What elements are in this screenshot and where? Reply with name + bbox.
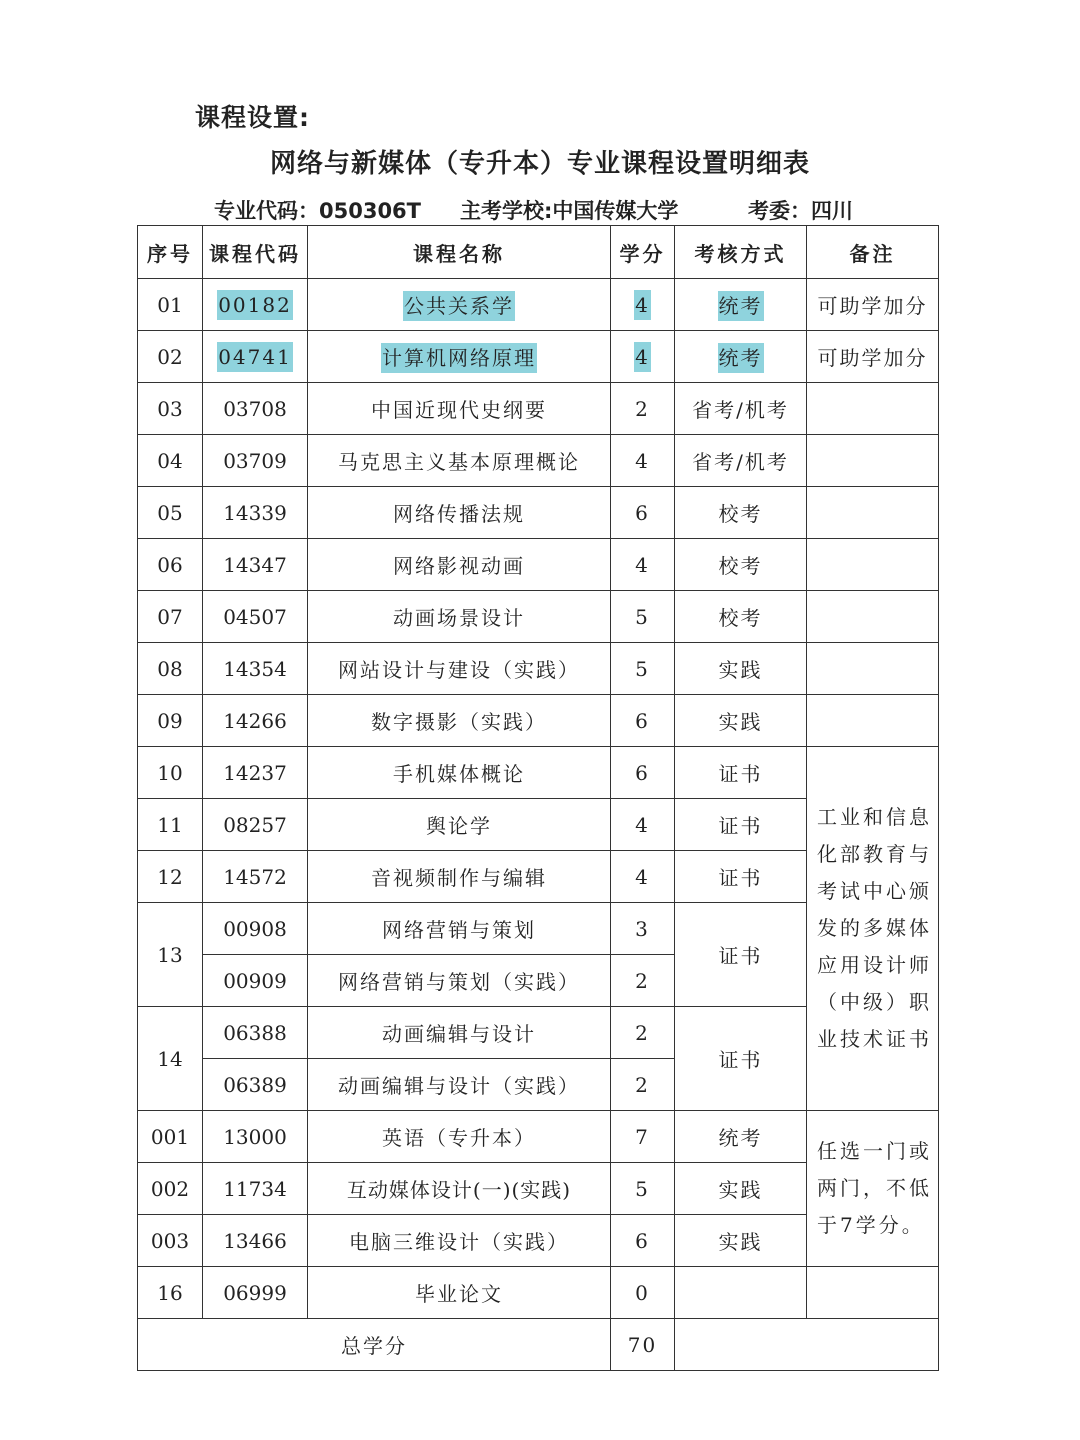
course-code: 14237: [203, 747, 308, 799]
exam-method: 省考/机考: [675, 383, 807, 435]
course-name: 中国近现代史纲要: [308, 383, 611, 435]
row-no: 06: [138, 539, 203, 591]
table-row: [138, 1267, 939, 1319]
course-code: 04507: [203, 591, 308, 643]
course-code: 00182: [217, 290, 293, 320]
exam-method: 证书: [675, 851, 807, 903]
row-no: 09: [138, 695, 203, 747]
row-no: 08: [138, 643, 203, 695]
header-no: 序号: [138, 226, 203, 279]
course-name: 计算机网络原理: [381, 343, 537, 373]
major-code: 专业代码：050306T: [214, 199, 421, 223]
row-no: 16: [138, 1267, 203, 1319]
course-name: 网站设计与建设（实践）: [308, 643, 611, 695]
course-name: 音视频制作与编辑: [308, 851, 611, 903]
header-row: [138, 226, 939, 279]
course-credit: 2: [611, 1059, 675, 1111]
row-no: 13: [138, 903, 203, 1007]
course-code: 14354: [203, 643, 308, 695]
course-credit: 6: [611, 695, 675, 747]
row-no: 12: [138, 851, 203, 903]
course-code: 08257: [203, 799, 308, 851]
course-code: 14572: [203, 851, 308, 903]
row-no: 01: [138, 279, 203, 331]
course-name: 网络影视动画: [308, 539, 611, 591]
exam-method: 证书: [675, 747, 807, 799]
course-name: 网络传播法规: [308, 487, 611, 539]
row-note: [807, 487, 939, 539]
course-credit: 5: [611, 643, 675, 695]
course-name: 马克思主义基本原理概论: [308, 435, 611, 487]
course-code: 06388: [203, 1007, 308, 1059]
course-credit: 4: [611, 851, 675, 903]
row-note: [807, 1267, 939, 1319]
row-note: 可助学加分: [807, 331, 939, 383]
course-credit: 4: [634, 342, 651, 372]
course-credit: 6: [611, 1215, 675, 1267]
course-credit: 4: [634, 290, 651, 320]
course-code: 06999: [203, 1267, 308, 1319]
exam-method: 证书: [675, 903, 807, 1007]
course-credit: 4: [611, 799, 675, 851]
course-credit: 6: [611, 747, 675, 799]
course-credit: 2: [611, 955, 675, 1007]
exam-method: 实践: [675, 1163, 807, 1215]
course-code: 11734: [203, 1163, 308, 1215]
course-name: 动画编辑与设计: [308, 1007, 611, 1059]
exam-method: 省考/机考: [675, 435, 807, 487]
total-row: [138, 1319, 939, 1371]
exam-method: [675, 1267, 807, 1319]
table-row: [138, 539, 939, 591]
exam-method: 统考: [675, 1111, 807, 1163]
course-credit: 5: [611, 591, 675, 643]
exam-method: 证书: [675, 799, 807, 851]
course-name: 英语（专升本）: [308, 1111, 611, 1163]
row-no: 11: [138, 799, 203, 851]
course-code: 03708: [203, 383, 308, 435]
course-credit: 4: [611, 539, 675, 591]
course-name: 网络营销与策划: [308, 903, 611, 955]
header-code: 课程代码: [203, 226, 308, 279]
row-no: 003: [138, 1215, 203, 1267]
exam-method: 实践: [675, 643, 807, 695]
row-no: 02: [138, 331, 203, 383]
table-row: [138, 331, 939, 383]
row-no: 03: [138, 383, 203, 435]
course-code: 04741: [217, 342, 293, 372]
course-name: 动画场景设计: [308, 591, 611, 643]
course-code: 00909: [203, 955, 308, 1007]
total-value: 70: [611, 1319, 675, 1371]
header-name: 课程名称: [308, 226, 611, 279]
exam-method: 统考: [718, 291, 764, 321]
course-credit: 6: [611, 487, 675, 539]
course-name: 动画编辑与设计（实践）: [308, 1059, 611, 1111]
table-row: [138, 1111, 939, 1163]
row-note: [807, 695, 939, 747]
course-table: [137, 225, 939, 1371]
course-credit: 2: [611, 1007, 675, 1059]
course-code: 06389: [203, 1059, 308, 1111]
course-code: 14339: [203, 487, 308, 539]
row-note: 可助学加分: [807, 279, 939, 331]
row-note: [807, 383, 939, 435]
exam-method: 实践: [675, 695, 807, 747]
exam-committee: 考委：四川: [748, 199, 853, 223]
row-no: 10: [138, 747, 203, 799]
table-title: 网络与新媒体（专升本）专业课程设置明细表: [269, 149, 810, 179]
table-row: [138, 383, 939, 435]
section-heading: 课程设置:: [195, 103, 310, 132]
exam-method: 校考: [675, 487, 807, 539]
row-no: 07: [138, 591, 203, 643]
course-name: 数字摄影（实践）: [308, 695, 611, 747]
course-name: 电脑三维设计（实践）: [308, 1215, 611, 1267]
exam-method: 校考: [675, 539, 807, 591]
course-name: 毕业论文: [308, 1267, 611, 1319]
exam-method: 统考: [718, 343, 764, 373]
course-name: 网络营销与策划（实践）: [308, 955, 611, 1007]
table-row: [138, 643, 939, 695]
row-no: 14: [138, 1007, 203, 1111]
header-method: 考核方式: [675, 226, 807, 279]
exam-school: 主考学校:中国传媒大学: [460, 199, 679, 223]
row-no: 05: [138, 487, 203, 539]
course-code: 03709: [203, 435, 308, 487]
course-credit: 5: [611, 1163, 675, 1215]
course-code: 14347: [203, 539, 308, 591]
table-row: [138, 747, 939, 799]
total-label: 总学分: [138, 1319, 611, 1371]
table-row: [138, 487, 939, 539]
course-code: 14266: [203, 695, 308, 747]
header-credit: 学分: [611, 226, 675, 279]
course-credit: 7: [611, 1111, 675, 1163]
row-no: 002: [138, 1163, 203, 1215]
course-name: 互动媒体设计(一)(实践): [308, 1163, 611, 1215]
course-credit: 4: [611, 435, 675, 487]
course-name: 手机媒体概论: [308, 747, 611, 799]
course-name: 舆论学: [308, 799, 611, 851]
course-name: 公共关系学: [403, 291, 515, 321]
table-row: [138, 435, 939, 487]
course-credit: 0: [611, 1267, 675, 1319]
elective-note: 任选一门或两门，不低于7学分。: [807, 1111, 939, 1267]
course-code: 00908: [203, 903, 308, 955]
row-note: [807, 539, 939, 591]
total-empty: [675, 1319, 939, 1371]
table-row: [138, 279, 939, 331]
exam-method: 证书: [675, 1007, 807, 1111]
row-note: [807, 435, 939, 487]
row-no: 001: [138, 1111, 203, 1163]
row-note: [807, 591, 939, 643]
table-row: [138, 695, 939, 747]
course-code: 13466: [203, 1215, 308, 1267]
certificate-note: 工业和信息化部教育与考试中心颁发的多媒体应用设计师（中级）职业技术证书: [807, 747, 939, 1111]
course-credit: 2: [611, 383, 675, 435]
header-note: 备注: [807, 226, 939, 279]
row-note: [807, 643, 939, 695]
exam-method: 校考: [675, 591, 807, 643]
row-no: 04: [138, 435, 203, 487]
table-row: [138, 591, 939, 643]
exam-method: 实践: [675, 1215, 807, 1267]
course-credit: 3: [611, 903, 675, 955]
course-code: 13000: [203, 1111, 308, 1163]
